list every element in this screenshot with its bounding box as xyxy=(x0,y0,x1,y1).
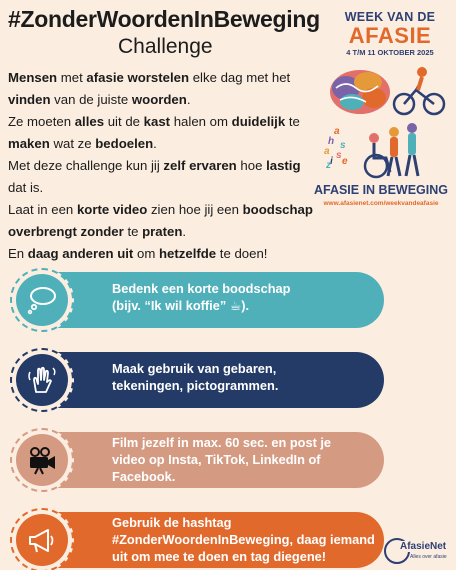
page-title: #ZonderWoordenInBeweging xyxy=(8,6,320,32)
intro-line xyxy=(8,199,328,221)
intro-segment: om xyxy=(133,246,159,261)
intro-emphasis: vinden xyxy=(8,92,51,107)
intro-segment: te xyxy=(123,224,143,239)
intro-segment: te xyxy=(285,114,300,129)
challenge-step xyxy=(0,266,456,332)
scattered-letter: i xyxy=(330,156,333,167)
event-title-line1: WEEK VAN DE xyxy=(344,10,436,24)
intro-segment: dat is. xyxy=(8,180,44,195)
intro-emphasis: alles xyxy=(74,114,105,129)
intro-line xyxy=(8,177,328,199)
scattered-letter: a xyxy=(324,146,330,157)
intro-segment: En xyxy=(8,246,28,261)
event-tagline: AFASIE IN BEWEGING xyxy=(313,183,449,197)
intro-line xyxy=(8,243,328,265)
scattered-letter: s xyxy=(336,150,342,161)
intro-emphasis: zelf ervaren xyxy=(163,158,237,173)
intro-emphasis: duidelijk xyxy=(231,114,286,129)
intro-emphasis: lastig xyxy=(266,158,301,173)
step-text-line: Maak gebruik van gebaren, xyxy=(112,361,277,376)
intro-line xyxy=(8,221,328,243)
step-text-line: Gebruik de hashtag xyxy=(112,515,232,530)
step-text xyxy=(112,434,382,485)
intro-emphasis: overbrengt zonder xyxy=(8,224,124,239)
intro-emphasis: afasie worstelen xyxy=(86,70,190,85)
logo-tagline: Alles over afasie xyxy=(410,554,447,560)
step-text-line: Bedenk een korte boodschap xyxy=(112,281,291,296)
step-text-line: (bijv. “Ik wil koffie” ☕). xyxy=(112,298,250,313)
intro-segment: . xyxy=(182,224,187,239)
intro-segment: met xyxy=(57,70,87,85)
event-dates: 4 T/M 11 OKTOBER 2025 xyxy=(346,48,434,57)
intro-line xyxy=(8,155,328,177)
intro-emphasis: maken xyxy=(8,136,50,151)
intro-segment: . xyxy=(153,136,157,151)
intro-segment: Met deze challenge kun jij xyxy=(8,158,164,173)
intro-line xyxy=(8,89,328,111)
intro-emphasis: boodschap xyxy=(242,202,313,217)
intro-segment: Laat in een xyxy=(8,202,77,217)
event-badge xyxy=(330,10,450,58)
event-title-line2: AFASIE xyxy=(348,23,432,48)
intro-line xyxy=(8,111,328,133)
step-icon-badge xyxy=(10,508,74,570)
step-text xyxy=(112,514,382,565)
scattered-letter: a xyxy=(334,126,340,137)
scattered-letter: s xyxy=(340,140,346,151)
intro-line xyxy=(8,133,328,155)
intro-emphasis: hetzelfde xyxy=(158,246,217,261)
page-subtitle: Challenge xyxy=(118,35,213,58)
intro-segment: te doen! xyxy=(216,246,268,261)
step-icon-badge xyxy=(10,348,74,412)
scattered-letter: e xyxy=(342,156,348,167)
intro-emphasis: woorden xyxy=(131,92,187,107)
intro-segment: halen om xyxy=(170,114,232,129)
intro-emphasis: Mensen xyxy=(8,70,58,85)
step-icon-badge xyxy=(10,268,74,332)
scattered-letter: h xyxy=(328,136,335,147)
step-text xyxy=(112,360,382,394)
intro-emphasis: praten xyxy=(142,224,183,239)
intro-segment: uit de xyxy=(104,114,144,129)
intro-segment: elke dag met het xyxy=(189,70,291,85)
intro-line xyxy=(8,67,328,89)
logo-name: AfasieNet xyxy=(400,541,447,552)
challenge-step xyxy=(0,426,456,492)
step-text-line: tekeningen, pictogrammen. xyxy=(112,378,279,393)
intro-segment: van de juiste xyxy=(50,92,132,107)
step-text-line: uit om mee te doen en tag diegene! xyxy=(112,549,327,564)
step-text-line: video op Insta, TikTok, LinkedIn of xyxy=(112,452,321,467)
intro-segment: zien hoe jij een xyxy=(147,202,243,217)
step-text xyxy=(112,280,382,314)
intro-segment: wat ze xyxy=(49,136,96,151)
intro-text xyxy=(8,67,328,265)
intro-emphasis: kast xyxy=(143,114,171,129)
intro-segment: Ze moeten xyxy=(8,114,75,129)
step-text-line: Facebook. xyxy=(112,469,176,484)
afasienet-logo xyxy=(384,533,454,567)
step-icon-badge xyxy=(10,428,74,492)
step-text-line: #ZonderWoordenInBeweging, daag iemand xyxy=(112,532,375,547)
challenge-step xyxy=(0,346,456,412)
intro-segment: . xyxy=(186,92,191,107)
step-text-line: Film jezelf in max. 60 sec. en post je xyxy=(112,435,332,450)
intro-segment: hoe xyxy=(236,158,267,173)
scattered-letter: z xyxy=(326,160,331,171)
intro-emphasis: bedoelen xyxy=(95,136,154,151)
intro-emphasis: korte video xyxy=(76,202,148,217)
event-website-link[interactable]: www.afasienet.com/weekvandeafasie xyxy=(323,200,439,207)
brain-people-illustration-icon xyxy=(316,58,448,180)
intro-emphasis: daag anderen uit xyxy=(27,246,134,261)
